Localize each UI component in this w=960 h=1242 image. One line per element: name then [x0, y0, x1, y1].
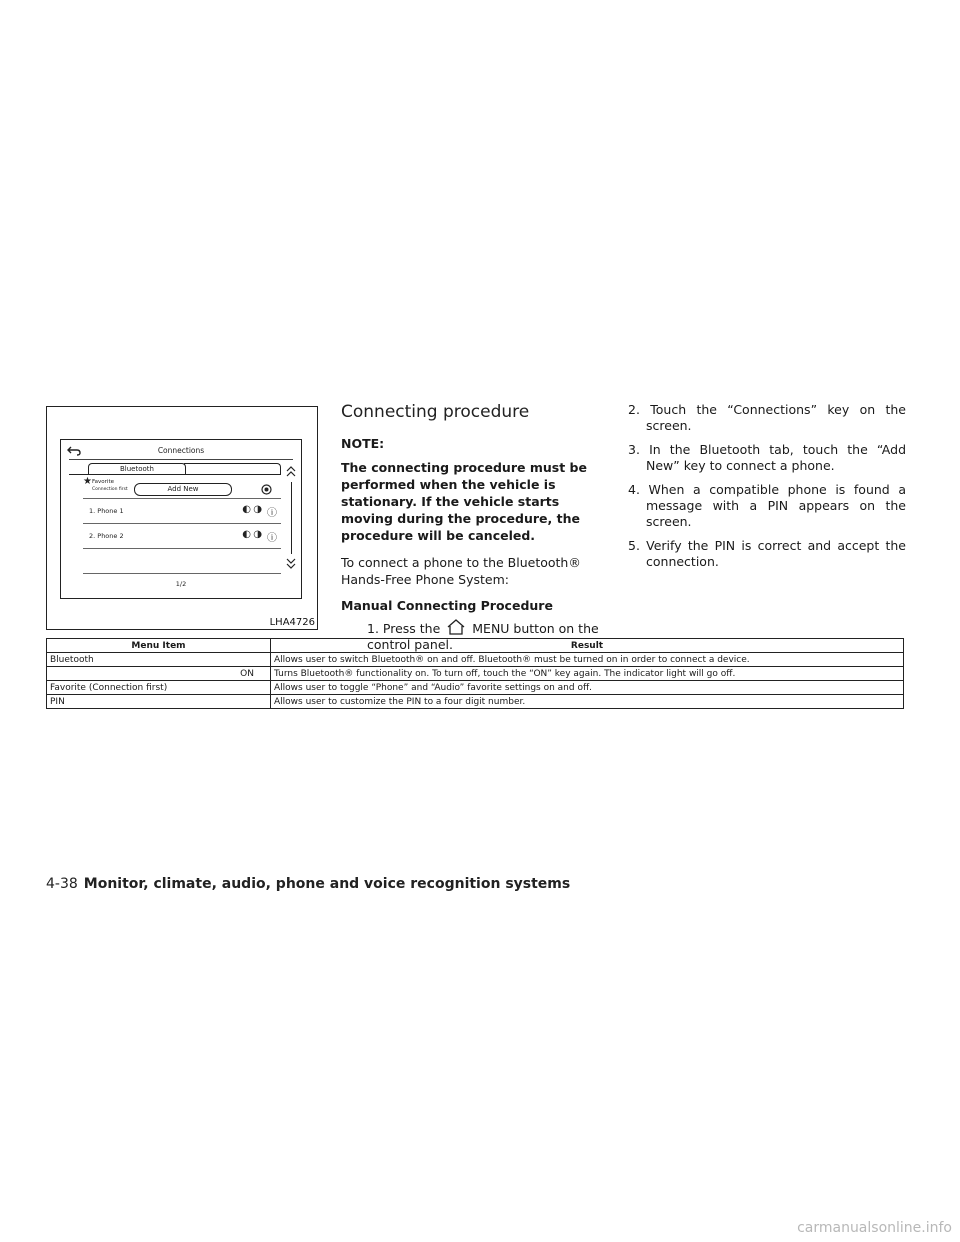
- phone-1-label: 1. Phone 1: [89, 507, 124, 515]
- table-cell-result: Allows user to toggle “Phone” and “Audio” favorite settings on and off.: [271, 681, 904, 695]
- screen-illustration: [46, 406, 318, 630]
- page-indicator: 1/2: [175, 580, 187, 588]
- table-cell-result: Allows user to customize the PIN to a four digit number.: [271, 695, 904, 709]
- table-cell-item: Bluetooth: [47, 653, 271, 667]
- row-divider: [83, 548, 281, 549]
- table-row: [47, 667, 904, 681]
- text-column-2: [628, 402, 906, 578]
- table-header-menu-item: Menu Item: [47, 639, 271, 653]
- add-new-label: Add New: [167, 485, 199, 493]
- watermark: carmanualsonline.info: [797, 1220, 952, 1236]
- table-header-result: Result: [271, 639, 904, 653]
- text-column-1: [341, 402, 613, 653]
- favorite-label: Favorite: [92, 479, 114, 485]
- table-row: [47, 681, 904, 695]
- scroll-down-icon[interactable]: [286, 558, 296, 570]
- phone-2-label: 2. Phone 2: [89, 532, 124, 540]
- connections-screen: [60, 439, 302, 599]
- step-5: 5. Verify the PIN is correct and accept the connection.: [628, 538, 906, 569]
- page-footer: [46, 876, 570, 892]
- list-item-phone-1[interactable]: [83, 500, 281, 522]
- info-icon: ⓘ: [267, 508, 277, 519]
- tab-bluetooth-label: Bluetooth: [120, 465, 154, 473]
- note-title: NOTE:: [341, 436, 385, 451]
- table-cell-result: Allows user to switch Bluetooth® on and off. Bluetooth® must be turned on in order to connect a device.: [271, 653, 904, 667]
- tab-baseline: [69, 474, 281, 475]
- scroll-up-icon[interactable]: [286, 466, 296, 478]
- table-cell-result: Turns Bluetooth® functionality on. To turn off, touch the “ON” key again. The indicator light will go off.: [271, 667, 904, 681]
- step-4: 4. When a compatible phone is found a message with a PIN appears on the screen.: [628, 482, 906, 529]
- scrollbar-track[interactable]: [291, 482, 292, 554]
- step-3: 3. In the Bluetooth tab, touch the “Add New” key to connect a phone.: [628, 442, 906, 473]
- row-divider: [83, 573, 281, 574]
- table-cell-item: PIN: [47, 695, 271, 709]
- audio-icon: ◑: [253, 529, 262, 540]
- row-divider: [83, 523, 281, 524]
- row-divider: [83, 498, 281, 499]
- star-icon: ★: [83, 476, 92, 487]
- step-1-suffix: MENU button on the control panel.: [367, 621, 599, 652]
- phone-icon: ◐: [242, 504, 251, 515]
- section-heading: Connecting procedure: [341, 402, 530, 422]
- menu-table: [46, 638, 904, 709]
- intro-paragraph: To connect a phone to the Bluetooth® Hands-Free Phone System:: [341, 555, 581, 587]
- table-header-row: [47, 639, 904, 653]
- settings-gear-icon[interactable]: [261, 484, 272, 495]
- list-item-phone-2[interactable]: [83, 525, 281, 547]
- table-row: [47, 653, 904, 667]
- subheading: Manual Connecting Procedure: [341, 598, 553, 613]
- chapter-title: Monitor, climate, audio, phone and voice recognition systems: [83, 876, 571, 892]
- header-divider: [69, 459, 293, 460]
- info-icon: ⓘ: [267, 533, 277, 544]
- figure-label: LHA4726: [269, 617, 315, 628]
- table-cell-item: ON: [47, 667, 271, 681]
- phone-icon: ◐: [242, 529, 251, 540]
- audio-icon: ◑: [253, 504, 262, 515]
- step-2: 2. Touch the “Connections” key on the screen.: [628, 402, 906, 433]
- table-cell-item: Favorite (Connection first): [47, 681, 271, 695]
- note-body: The connecting procedure must be performed when the vehicle is stationary. If the vehicle starts moving during the procedure, the procedure will be canceled.: [341, 460, 587, 543]
- screen-title: Connections: [157, 446, 205, 455]
- add-new-button[interactable]: [134, 483, 232, 496]
- page-number: 4-38: [46, 876, 78, 892]
- table-row: [47, 695, 904, 709]
- favorite-sub-label: Connection first: [92, 487, 128, 492]
- step-1-prefix: 1. Press the: [367, 621, 441, 636]
- home-icon: [444, 619, 468, 635]
